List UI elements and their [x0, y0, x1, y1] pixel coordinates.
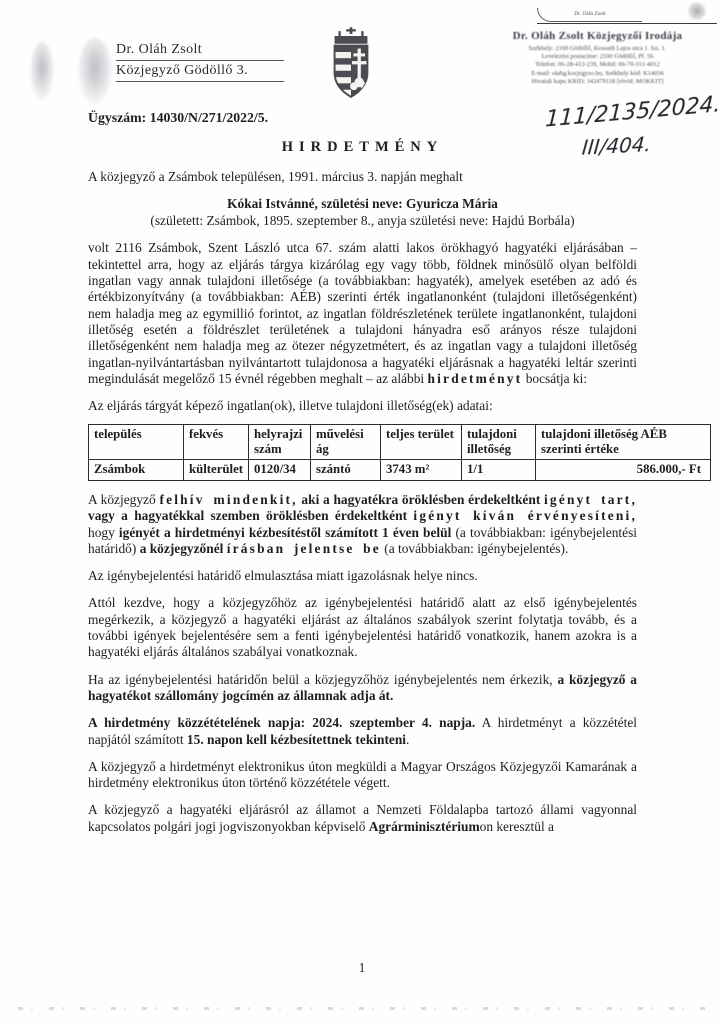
paragraph-table-intro: [88, 398, 637, 414]
text-segment: A közjegyző: [88, 491, 160, 507]
paragraph-state-transfer: [88, 672, 637, 705]
estate-table-wrap: [88, 424, 701, 481]
text-segment: Agrárminisztérium: [368, 818, 480, 834]
stamp-line: Székhely: 2100 Gödöllő, Kossuth Lajos utca 1. fsz. 1.: [528, 45, 667, 52]
text-segment: A hirdetmény közzétételének napja: 2024. szeptember 4. napja.: [88, 715, 476, 731]
table-header-cell: teljes terület: [381, 425, 462, 460]
bottom-scan-artifact: [18, 1007, 706, 1010]
table-cell: külterület: [184, 460, 249, 481]
text-segment: igényt tart,: [544, 491, 638, 507]
text-segment: Attól kezdve, hogy a közjegyzőhöz az igénybejelentési határidő alatt az első igénybejelentés megérkezik, a közjegyző a hagyatéki eljárást az általános szabályok szerint folytatja tovább, és a további igények bejelentésére sem a fenti igénybejelentési határidő vonatkozik, hanem azokra is a hagyatéki eljárás általános szabályai vonatkoznak.: [88, 595, 637, 660]
table-header-cell: tulajdoni illetőség: [462, 425, 536, 460]
paragraph-first-claim-effect: [88, 595, 637, 660]
text-segment: igényét a hirdetményi kézbesítéstől számított 1 éven belül: [118, 524, 452, 540]
intro-line: A közjegyző a Zsámbok településen, 1991. március 3. napján meghalt: [88, 168, 463, 184]
handwritten-file-number: III/404.: [580, 132, 652, 160]
stamp-line: Hivatali kapu KRID: 342479118 [rövid: MOKKIT]: [531, 77, 664, 85]
paragraph-no-justification: [88, 568, 637, 584]
table-cell: 1/1: [462, 460, 536, 481]
text-segment: hagyatékkal szemben öröklésben érdekeltként: [134, 508, 414, 524]
deceased-name: Kókai Istvánné, születési neve: Gyuricza Mária: [227, 195, 498, 211]
stamp-divider: [537, 23, 717, 24]
text-segment: Az eljárás tárgyát képező ingatlan(ok), illetve tulajdoni illetőség(ek) adatai:: [88, 398, 493, 414]
text-segment: Ha az igénybejelentési határidőn belül a közjegyzőhöz igénybejelentés nem érkezik,: [88, 671, 558, 687]
text-segment: (a továbbiakban: igénybejelentési határidő): [88, 524, 637, 556]
stamp-tag: Dr. Oláh Zsolt: [537, 8, 642, 22]
text-segment: vagy a: [88, 508, 135, 524]
text-segment: aki a hagyatékra öröklésben érdekeltként: [297, 491, 545, 507]
text-segment: bocsátja ki:: [522, 370, 588, 386]
document-body: [88, 110, 701, 835]
stamp-line: Levelezési postacíme: 2100 Gödöllő, Pf. 56: [541, 53, 654, 61]
text-segment: 15. napon kell kézbesítettnek tekinteni: [186, 731, 407, 747]
page-number: 1: [358, 960, 366, 975]
document-title: HIRDETMÉNY: [281, 139, 444, 156]
notary-office-location: Közjegyző Gödöllő 3.: [116, 61, 284, 82]
text-segment: A hirdetményt a közzététel napjától számított: [88, 715, 637, 747]
corner-scan-mark: [688, 2, 706, 20]
text-segment: A közjegyző a hagyatéki eljárásról az államot a Nemzeti Földalapba tartozó állami vagyonnal kapcsolatos polgári jogi jogviszonyokban képviselő: [88, 802, 637, 834]
text-segment: A közjegyző a hirdetményt elektronikus úton megküldi a Magyar Országos Közjegyzői Kamarának a hirdetmény elektronikus úton történő közzététele végett.: [88, 758, 637, 791]
text-segment: .: [406, 731, 410, 747]
stamp-line: Telefon: 06-28-413-239, Mobil: 06-70-311-4012: [535, 61, 660, 69]
text-segment: a közjegyző a hagyatékot szállomány jogcímén az államnak adja át.: [88, 671, 637, 703]
table-cell: szántó: [311, 460, 381, 481]
stamp-line: E-mail: olahg.kozjegyzo.hu, Székhely kód: K14036: [531, 69, 664, 77]
text-segment: felhív mindenkit,: [159, 491, 298, 507]
text-segment: on keresztül a: [479, 818, 554, 834]
text-segment: igényt kíván érvényesíteni,: [413, 508, 638, 524]
paragraph-call-to-claim: [88, 492, 637, 557]
table-cell: 0120/34: [249, 460, 311, 481]
text-segment: (a továbbiakban: igénybejelentés).: [380, 540, 569, 556]
stamp-office-details: [475, 45, 720, 86]
text-segment: volt 2116 Zsámbok, Szent László utca 67. szám alatti lakos örökhagyó hagyatéki eljárásában – tekintettel arra, hogy az eljárás tárgya kizárólag egy vagy több, földnek minősülő olyan belföldi ingatlan vagy annak tulajdoni illetősége (a továbbiakban: hagyaték), amelyek esetében az adó és értékbizonyítvány (a továbbiakban: AÉB) szerinti érték ingatlanonként (tulajdoni illetőségenként) nem haladja meg az egymillió forintot, az ingatlan földrészletének területe ingatlanonként, tulajdoni illetőség esetén a földrészlet területének a tulajdoni hányadra eső arányos része tulajdoni illetőségenként nem haladja meg az ötezer négyzetmétert, és az ingatlan vagy a tulajdoni illetőség ingatlan-nyilvántartásban nyilvántartott tulajdonosa a hagyatéki eljárásnak a hagyatéki leltár szerinti megindulását megelőző 15 évnél régebben meghalt – az alábbi: [88, 240, 637, 386]
paragraph-electronic-publication: [88, 759, 637, 792]
table-header-cell: művelési ág: [311, 425, 381, 460]
hungarian-coat-of-arms-icon: [322, 26, 380, 107]
faint-stamp-smudge: [30, 42, 54, 100]
text-segment: hogy: [88, 524, 119, 540]
notary-name-block: [116, 40, 284, 82]
table-cell: Zsámbok: [89, 460, 184, 481]
notary-name: Dr. Oláh Zsolt: [116, 40, 284, 61]
table-row: [89, 460, 711, 481]
table-header-row: [89, 425, 711, 460]
paragraph-agriculture-ministry: [88, 802, 637, 835]
stamp-office-title: Dr. Oláh Zsolt Közjegyzői Irodája: [512, 30, 683, 42]
case-number-line: Ügyszám: 14030/N/271/2022/5.: [88, 110, 269, 125]
paragraph-publication-date: [88, 715, 637, 748]
text-segment: hirdetményt: [427, 370, 523, 386]
faint-stamp-smudge: [78, 38, 112, 104]
text-segment: Az igénybejelentési határidő elmulasztása miatt igazolásnak helye nincs.: [88, 568, 478, 584]
table-header-cell: település: [89, 425, 184, 460]
document-header: [0, 0, 724, 110]
paragraph-estate-conditions: [88, 240, 637, 387]
estate-table: [88, 424, 711, 481]
table-cell: 586.000,- Ft: [536, 460, 711, 481]
table-header-cell: fekvés: [184, 425, 249, 460]
text-segment: a közjegyzőnél: [139, 540, 227, 556]
table-header-cell: tulajdoni illetőség AÉB szerinti értéke: [536, 425, 711, 460]
text-segment: írásban jelentse be: [226, 540, 381, 556]
table-cell: 3743 m²: [381, 460, 462, 481]
table-header-cell: helyrajzi szám: [249, 425, 311, 460]
deceased-birth-data: (született: Zsámbok, 1895. szeptember 8., anyja születési neve: Hajdú Borbála): [150, 213, 575, 229]
handwritten-registry-number: 111/2135/2024.: [544, 92, 722, 133]
